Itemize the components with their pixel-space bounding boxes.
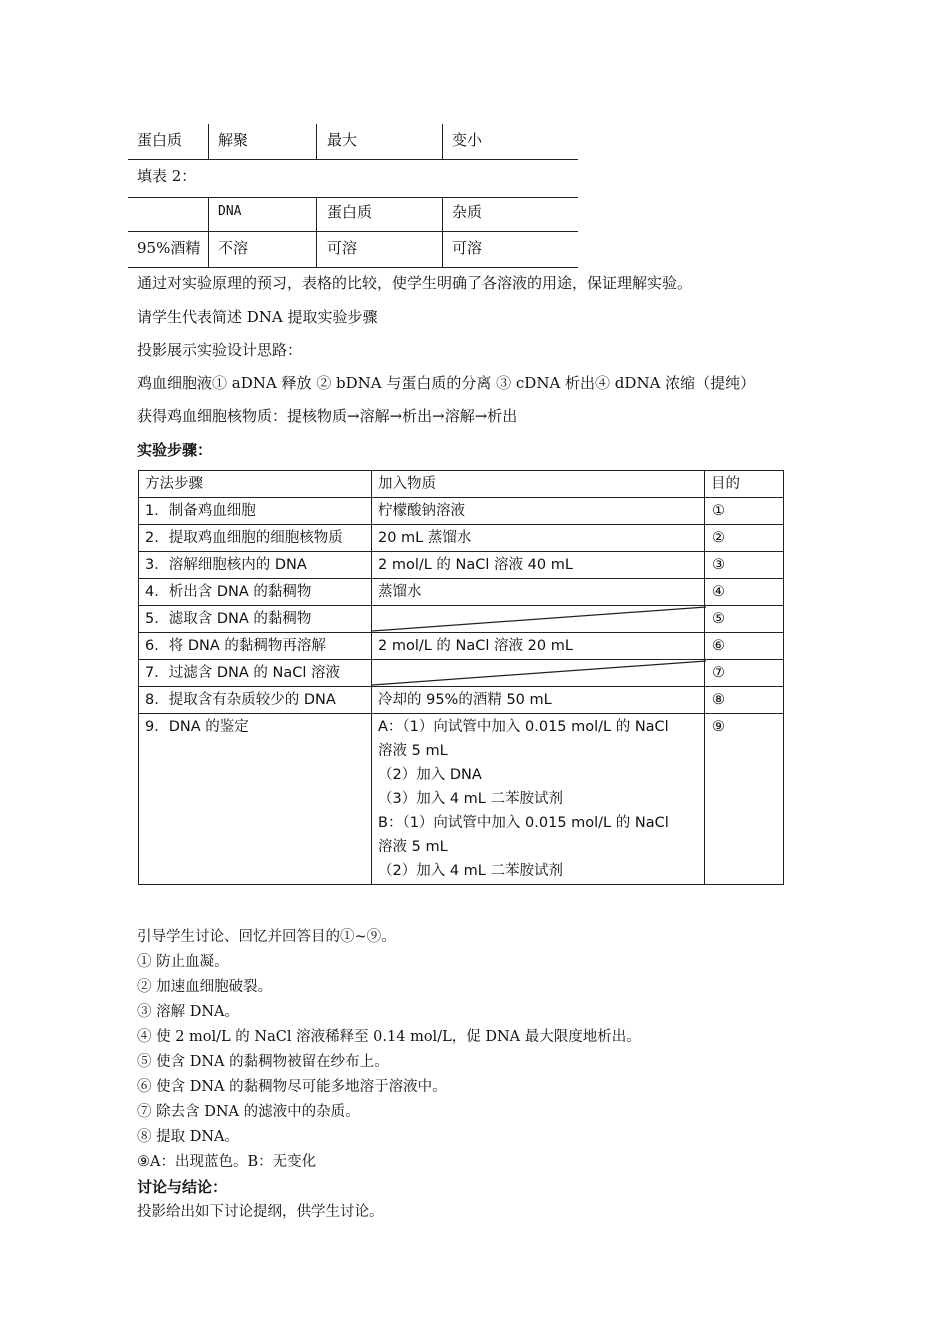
step-cell: 9．DNA 的鉴定 [139,714,372,885]
table-row [139,579,784,606]
discussion-line: ⑧ 提取 DNA。 [137,1129,240,1145]
material-line: 溶液 5 mL [378,839,448,855]
table-row [139,498,784,525]
table-header-row [139,471,784,498]
table-row [139,633,784,660]
material-cell: 蒸馏水 [372,579,705,606]
discussion-line: ⑥ 使含 DNA 的黏稠物尽可能多地溶于溶液中。 [137,1079,447,1095]
table-row [139,525,784,552]
purpose-cell: ① [705,498,784,525]
step-cell: 4．析出含 DNA 的黏稠物 [139,579,372,606]
purpose-cell: ⑦ [705,660,784,687]
step-cell: 5．滤取含 DNA 的黏稠物 [139,606,372,633]
material-line: 溶液 5 mL [378,743,448,759]
material-line: （2）加入 DNA [378,767,482,783]
material-cell: 柠檬酸钠溶液 [372,498,705,525]
paragraph: 鸡血细胞液① aDNA 释放 ② bDNA 与蛋白质的分离 ③ cDNA 析出④ dDNA 浓缩（提纯） [137,374,756,392]
table1-cell: 解聚 [218,131,249,149]
discussion-line: ② 加速血细胞破裂。 [137,979,273,995]
column-header: 目的 [705,471,784,498]
purpose-cell: ⑨ [705,714,784,885]
table-row [139,687,784,714]
paragraph: 请学生代表简述 DNA 提取实验步骤 [137,308,378,326]
table-row [139,552,784,579]
table2-header: DNA [218,204,242,219]
step-cell: 3．溶解细胞核内的 DNA [139,552,372,579]
diagonal-line [378,661,700,685]
table2-header: 蛋白质 [327,203,373,221]
material-cell: 2 mol/L 的 NaCl 溶液 20 mL [372,633,705,660]
material-cell: 冷却的 95%的酒精 50 mL [372,687,705,714]
material-cell [372,714,705,885]
table1-cell: 变小 [452,131,483,149]
table2-cell: 不溶 [218,239,249,257]
purpose-cell: ⑥ [705,633,784,660]
material-line: A：（1）向试管中加入 0.015 mol/L 的 NaCl [378,719,669,735]
steps-table [138,470,784,885]
step-cell: 1．制备鸡血细胞 [139,498,372,525]
table2-cell: 可溶 [327,239,358,257]
discussion-line: 引导学生讨论、回忆并回答目的①~⑨。 [137,929,396,945]
paragraph: 获得鸡血细胞核物质：提核物质→溶解→析出→溶解→析出 [137,407,518,425]
material-line: （2）加入 4 mL 二苯胺试剂 [378,863,563,879]
steps-heading: 实验步骤： [137,441,213,459]
discussion-line: ① 防止血凝。 [137,954,229,970]
table-row [139,714,784,885]
material-cell: 20 mL 蒸馏水 [372,525,705,552]
material-line: B：（1）向试管中加入 0.015 mol/L 的 NaCl [378,815,669,831]
conclusion-heading: 讨论与结论： [137,1178,228,1196]
table1-cell: 最大 [327,131,358,149]
step-cell: 6．将 DNA 的黏稠物再溶解 [139,633,372,660]
material-cell: 2 mol/L 的 NaCl 溶液 40 mL [372,552,705,579]
discussion-line: ③ 溶解 DNA。 [137,1004,240,1020]
step-cell: 7．过滤含 DNA 的 NaCl 溶液 [139,660,372,687]
conclusion-text: 投影给出如下讨论提纲，供学生讨论。 [137,1204,384,1220]
table-row [139,606,784,633]
purpose-cell: ④ [705,579,784,606]
purpose-cell: ② [705,525,784,552]
purpose-cell: ⑤ [705,606,784,633]
table2-label: 填表 2： [137,167,197,185]
table-row [139,660,784,687]
table1-cell: 蛋白质 [137,131,183,149]
paragraph: 投影展示实验设计思路： [137,341,303,359]
table2-cell: 可溶 [452,239,483,257]
column-header: 方法步骤 [139,471,372,498]
material-cell-empty [372,660,705,687]
diagonal-line [378,607,700,631]
table2-cell: 95%酒精 [137,239,201,257]
step-cell: 8．提取含有杂质较少的 DNA [139,687,372,714]
discussion-line: ⑤ 使含 DNA 的黏稠物被留在纱布上。 [137,1054,389,1070]
paragraph: 通过对实验原理的预习，表格的比较，使学生明确了各溶液的用途，保证理解实验。 [137,274,693,292]
discussion-line: ⑨A：出现蓝色。B：无变化 [137,1154,317,1170]
purpose-cell: ③ [705,552,784,579]
table2-header: 杂质 [452,203,483,221]
purpose-cell: ⑧ [705,687,784,714]
material-cell-empty [372,606,705,633]
material-line: （3）加入 4 mL 二苯胺试剂 [378,791,563,807]
discussion-line: ④ 使 2 mol/L 的 NaCl 溶液稀释至 0.14 mol/L，促 DNA 最大限度地析出。 [137,1029,641,1045]
step-cell: 2．提取鸡血细胞的细胞核物质 [139,525,372,552]
discussion-line: ⑦ 除去含 DNA 的滤液中的杂质。 [137,1104,360,1120]
column-header: 加入物质 [372,471,705,498]
